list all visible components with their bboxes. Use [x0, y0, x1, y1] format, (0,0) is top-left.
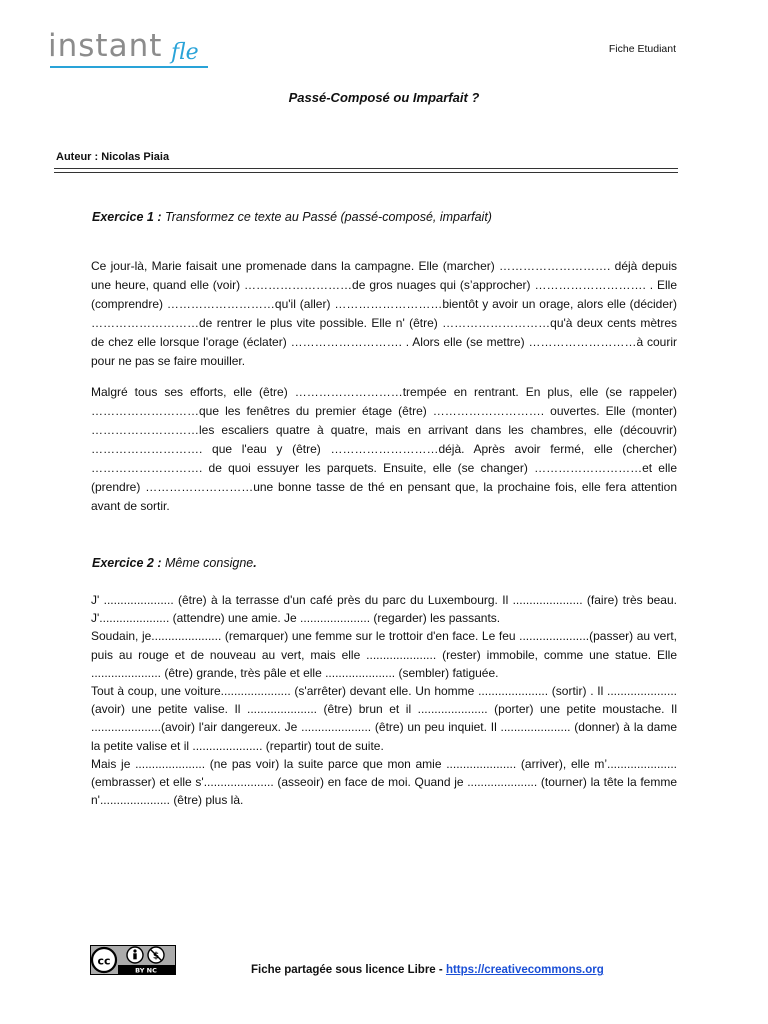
logo-word-instant: instant [48, 28, 163, 64]
logo-word-fle: fle [171, 40, 199, 65]
svg-text:$: $ [152, 951, 160, 962]
exercise2-instruction: Même consigne [164, 556, 254, 570]
sheet-label: Fiche Etudiant [608, 43, 676, 55]
svg-text:cc: cc [97, 954, 111, 968]
license-text: Fiche partagée sous licence Libre - [251, 964, 446, 976]
exercise2-heading: Exercice 2 : Même consigne. [92, 556, 257, 570]
instantfle-logo [48, 30, 248, 70]
cc-badge-label: BY NC [135, 966, 157, 975]
divider-top [54, 168, 678, 169]
divider-bottom [54, 172, 678, 173]
creativecommons-link[interactable]: https://creativecommons.org [445, 964, 604, 976]
exercise2-paragraph: Tout à coup, une voiture..................... (s'arrêter) devant elle. Un homme ..................... (sortir) . Il ..................... (avoir) une petite valise. Il ..................... (être) brun et il ..................... (porter) une petite moustache. Il .....................(avoir) l'air dangereux. Je ..................... (être) un peu inquiet. Il ..................... (donner) à la dame la petite valise et il ..................... (repartir) tout de suite. [91, 684, 677, 753]
exercise1-paragraph-a: Ce jour-là, Marie faisait une promenade dans la campagne. Elle (marcher) ………………………. déjà depuis une heure, quand elle (voir) ………………………de gros nuages qui (s’approcher) ………………………. . Elle (comprendre) ………………………qu'il (aller) ………………………bientôt y avoir un orage, alors elle (décider) ………………………de rentrer le plus vite possible. Elle n' (être) ………………………qu'à deux cents mètres de chez elle lorsque l'orage (éclater) ………………………. . Alors elle (se mettre) ………………………à courir pour ne pas se faire mouiller. [91, 259, 677, 368]
author-line: Auteur : Nicolas Piaia [56, 151, 170, 163]
exercise2-paragraph: Soudain, je..................... (remarquer) une femme sur le trottoir d'en face. Le feu .....................(passer) au vert, puis au rouge et de nouveau au vert, mais elle ..................... (rester) immobile, comme une statue. Elle ..................... (être) grande, très pâle et elle ..................... (sembler) fatiguée. [91, 629, 677, 680]
exercise1-heading [92, 210, 492, 224]
page-title: Passé-Composé ou Imparfait ? [288, 90, 480, 105]
exercise2-text [91, 591, 677, 809]
exercise2-label: Exercice 2 : [92, 556, 162, 570]
license-footer [251, 964, 604, 976]
exercise1-paragraph-b: Malgré tous ses efforts, elle (être) ………………………trempée en rentrant. En plus, elle (se rappeler) ………………………que les fenêtres du premier étage (être) ………………………. ouvertes. Elle (monter) ………………………les escaliers quatre à quatre, mais en arrivant dans les chambres, elle (découvrir) ………………………. que l'eau y (être) ………………………déjà. Après avoir fermé, elle (chercher) ………………………. de quoi essuyer les parquets. Ensuite, elle (se changer) ………………………et elle (prendre) ………………………une bonne tasse de thé en pensant que, la prochaine fois, elle fera attention avant de sortir. [91, 385, 677, 513]
exercise2-paragraph: Mais je ..................... (ne pas voir) la suite parce que mon amie ..................... (arriver), elle m’..................... (embrasser) et elle s'..................... (asseoir) en face de moi. Quand je ..................... (tourner) la tête la femme n'..................... (être) plus là. [91, 756, 677, 808]
exercise2-paragraph: J' ..................... (être) à la terrasse d'un café près du parc du Luxembourg. Il ..................... (faire) très beau. J'..................... (attendre) une amie. Je ..................... (regarder) les passants. [91, 593, 677, 626]
cc-by-nc-badge [90, 945, 176, 975]
logo-underline [50, 66, 208, 68]
exercise1-instruction: Transformez ce texte au Passé (passé-composé, imparfait) [164, 210, 492, 224]
exercise1-label: Exercice 1 : [92, 210, 162, 224]
